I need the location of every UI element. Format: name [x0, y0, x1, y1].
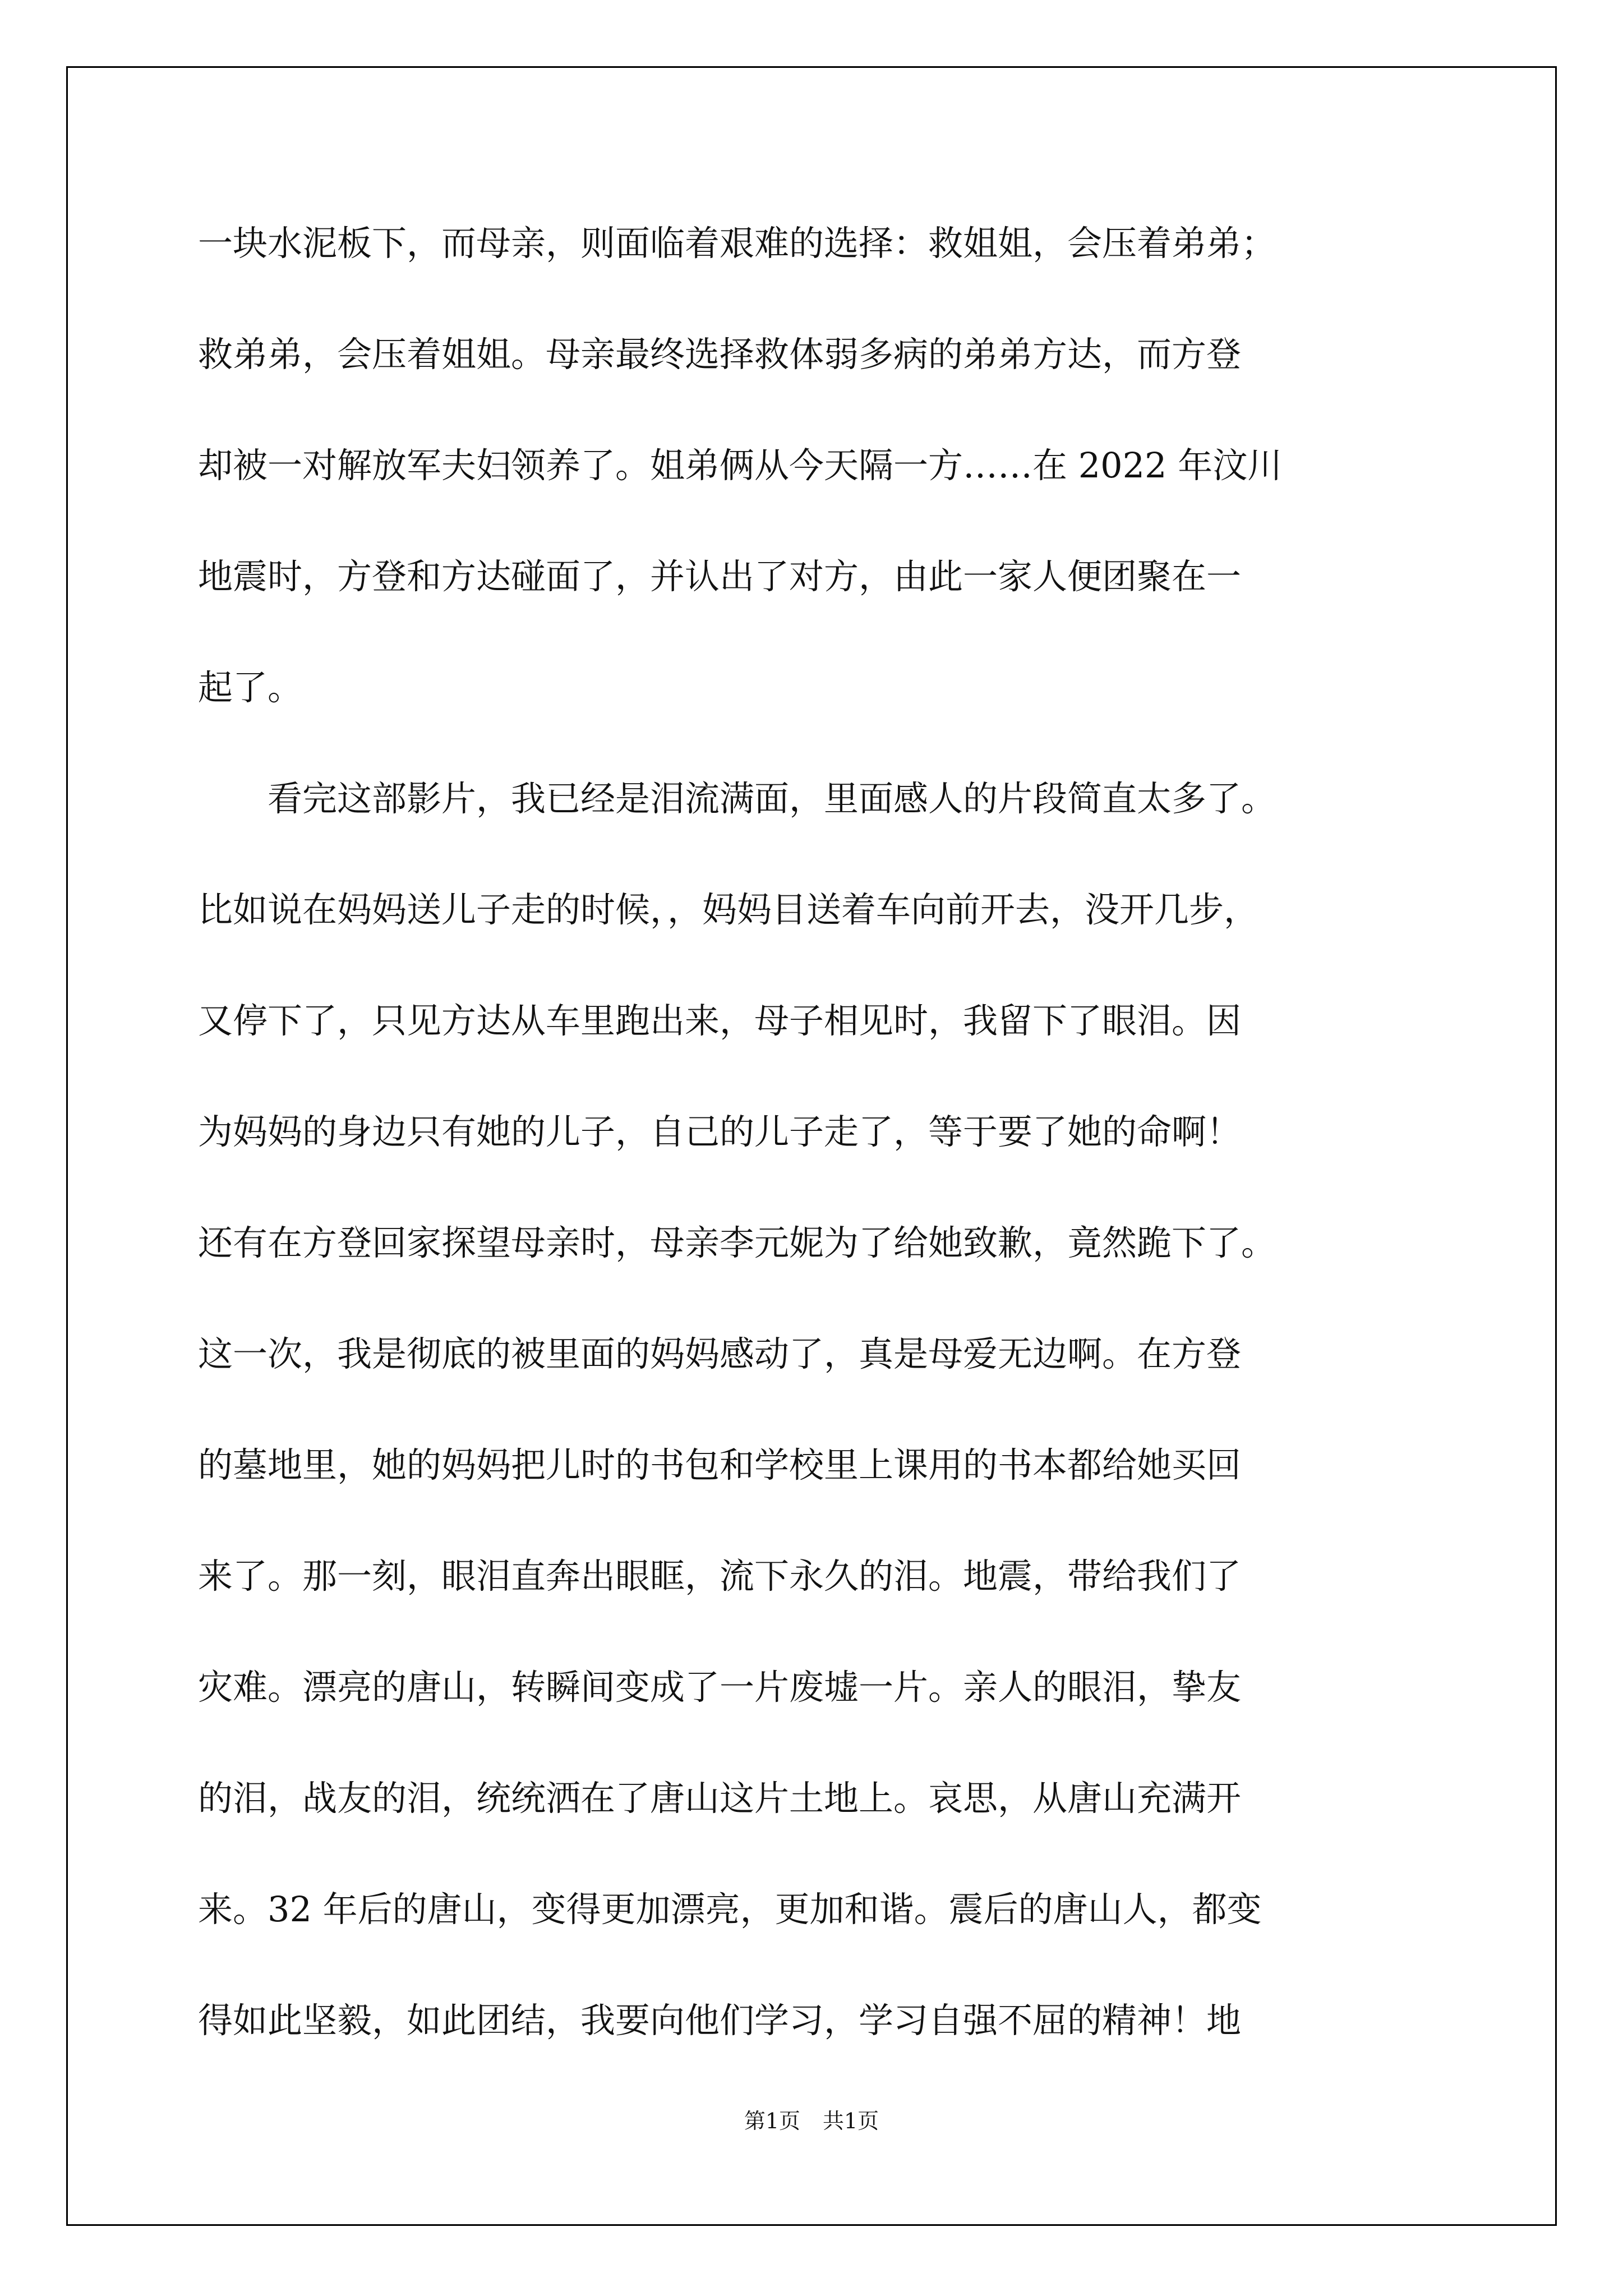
text-line-paragraph-start: 看完这部影片，我已经是泪流满面，里面感人的片段简直太多了。	[268, 778, 1276, 819]
text-line: 一块水泥板下，而母亲，则面临着艰难的选择：救姐姐，会压着弟弟；	[198, 223, 1276, 264]
text-line: 却被一对解放军夫妇领养了。姐弟俩从今天隔一方……在 2022 年汶川	[198, 445, 1283, 486]
text-line: 来。32 年后的唐山，变得更加漂亮，更加和谐。震后的唐山人，都变	[198, 1889, 1262, 1930]
text-line: 救弟弟，会压着姐姐。母亲最终选择救体弱多病的弟弟方达，而方登	[198, 334, 1242, 375]
text-line: 这一次，我是彻底的被里面的妈妈感动了，真是母爱无边啊。在方登	[198, 1333, 1242, 1374]
text-line: 的墓地里，她的妈妈把儿时的书包和学校里上课用的书本都给她买回	[198, 1444, 1242, 1485]
text-line: 又停下了，只见方达从车里跑出来，母子相见时，我留下了眼泪。因	[198, 1000, 1242, 1041]
text-line: 得如此坚毅，如此团结，我要向他们学习，学习自强不屈的精神！地	[198, 2000, 1242, 2041]
text-line: 起了。	[198, 667, 303, 708]
page-footer	[0, 2104, 1623, 2134]
page-total: 共1页	[823, 2109, 879, 2133]
text-line: 的泪，战友的泪，统统洒在了唐山这片土地上。哀思，从唐山充满开	[198, 1778, 1242, 1819]
text-line: 还有在方登回家探望母亲时，母亲李元妮为了给她致歉，竟然跪下了。	[198, 1222, 1276, 1263]
text-line: 来了。那一刻，眼泪直奔出眼眶，流下永久的泪。地震，带给我们了	[198, 1556, 1242, 1596]
text-line: 灾难。漂亮的唐山，转瞬间变成了一片废墟一片。亲人的眼泪，挚友	[198, 1667, 1242, 1708]
text-line: 比如说在妈妈送儿子走的时候，，妈妈目送着车向前开去，没开几步，	[198, 889, 1259, 930]
page-number: 第1页	[744, 2109, 800, 2133]
text-line: 地震时，方登和方达碰面了，并认出了对方，由此一家人便团聚在一	[198, 556, 1242, 597]
document-body	[198, 188, 1429, 2076]
text-line: 为妈妈的身边只有她的儿子，自己的儿子走了，等于要了她的命啊！	[198, 1111, 1242, 1152]
